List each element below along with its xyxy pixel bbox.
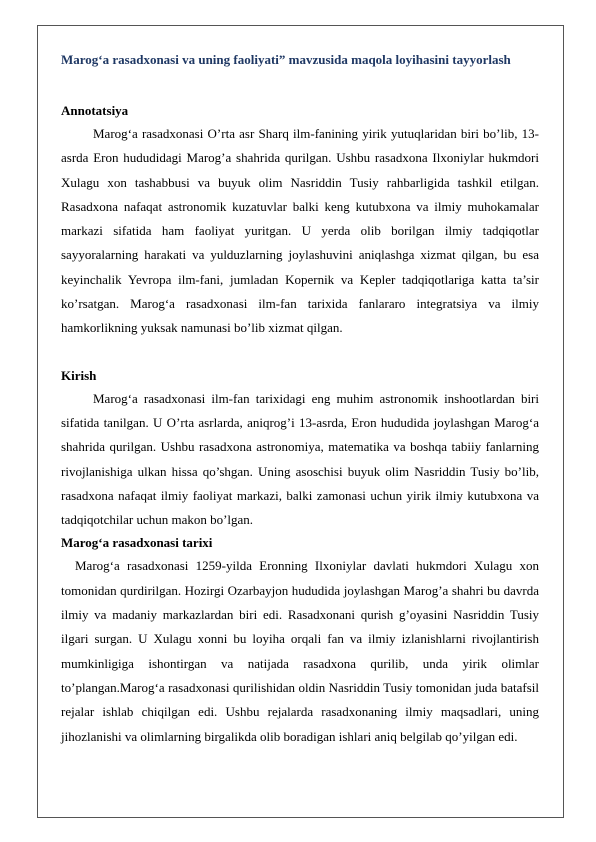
annotation-paragraph: Marog‘a rasadxonasi O’rta asr Sharq ilm-fanining yirik yutuqlaridan biri bo’lib, 13-asrda Eron hududidagi Marog’a shahrida qurilgan. Ushbu rasadxona Ilxoniylar hukmdori Xulagu xon tashabbusi va buyuk olim Nasriddin Tusiy rahbarligida tashkil etilgan. Rasadxona nafaqat astronomik kuzatuvlar balki keng kutubxona va ilmiy muhokamalar markazi sifatida ham faoliyat yuritgan. U yerda olib borilgan ilmiy tadqiqotlar sayyoralarning harakati va yulduzlarning joylashuvini aniqlashga xizmat qilgan, bu esa keyinchalik Yevropa ilm-fani, jumladan Kopernik va Kepler tadqiqotlariga katta ta’sir ko’rsatgan. Marog‘a rasadxonasi ilm-fan tarixida fanlararo integratsiya va ilmiy hamkorlikning yuksak namunasi bo’lib xizmat qilgan. (61, 126, 539, 336)
document-title: Marog‘a rasadxonasi va uning faoliyati” mavzusida maqola loyihasini tayyorlash (61, 52, 511, 67)
introduction-paragraph: Marog‘a rasadxonasi ilm-fan tarixidagi eng muhim astronomik inshootlardan biri sifatida tanilgan. U O’rta asrlarda, aniqrog’i 13-asrda, Eron hududida joylashgan Marog‘a shahrida qurilgan. Ushbu rasadxona astronomiya, matematika va boshqa tabiiy fanlarning rivojlanishiga ulkan hissa qo’shgan. Uning asoschisi buyuk olim Nasriddin Tusiy bo’lib, rasadxona nafaqat ilmiy faoliyat markazi, balki zamonasi uchun yirik ilmiy kutubxona va tadqiqotchilar uchun makon bo’lgan. (61, 390, 539, 528)
section-heading-history: Marog‘a rasadxonasi tarixi (61, 535, 213, 551)
history-paragraph: Marog‘a rasadxonasi 1259-yilda Eronning Ilxoniylar davlati hukmdori Xulagu xon tomonidan qurdirilgan. Hozirgi Ozarbayjon hududida joylashgan Marog’a shahri bu davrda ilmiy va madaniy markazlardan biri edi. Rasadxonani qurish g’oyasini Nasriddin Tusiy ilgari surgan. U Xulagu xonni bu loyiha orqali fan va ilmiy izlanishlarni rivojlantirish mumkinligiga ishontirgan va natijada rasadxona qurilib, unda yirik olimlar to’plangan.Marog‘a rasadxonasi qurilishidan oldin Nasriddin Tusiy tomonidan juda batafsil rejalar ishlab chiqilgan edi. Ushbu rejalarda rasadxonaning ilmiy maqsadlari, uning jihozlanishi va olimlarning birgalikda olib boradigan ishlari aniq belgilab qo’yilgan edi. (61, 558, 539, 744)
section-heading-introduction: Kirish (61, 367, 97, 383)
section-heading-annotation: Annotatsiya (61, 103, 129, 118)
document-body (61, 49, 539, 749)
